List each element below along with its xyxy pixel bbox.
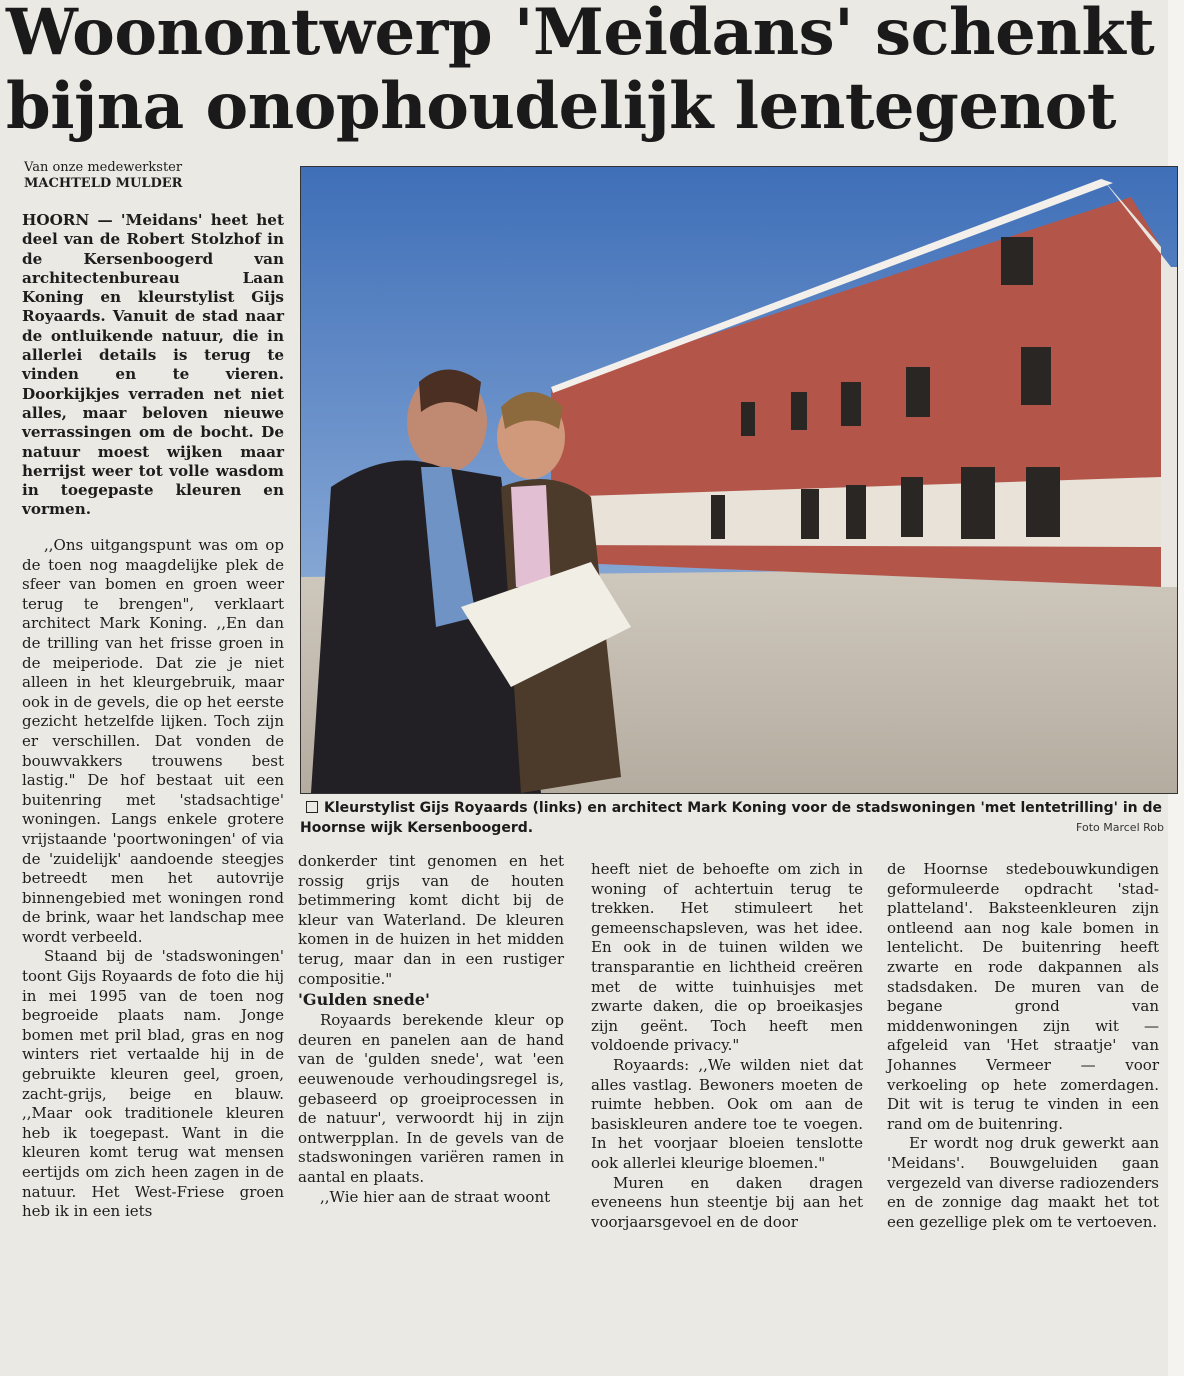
article-column-3 — [591, 860, 863, 1232]
caption-marker-icon — [306, 801, 318, 813]
headline-line-1: Woonontwerp 'Meidans' schenkt — [6, 0, 1155, 70]
article-column-4 — [887, 860, 1159, 1232]
paragraph: donkerder tint genomen en het rossig grijs van de houten betimmering komt dicht bij de kleur van Waterland. De kleuren komen in de huizen in het midden terug, maar dan in een rustiger compositie." — [298, 852, 564, 988]
photo-credit: Foto Marcel Rob — [1076, 821, 1164, 834]
paragraph: heeft niet de behoefte om zich in woning of achtertuin terug te trekken. Het stimuleert het gemeenschapsleven, was het idee. En ook in de tuinen wilden we transparantie en lichtheid creëren met de witte tuinhuisjes met zwarte daken, die op broeikasjes zijn geënt. Toch heeft men voldoende privacy." — [591, 860, 863, 1055]
subheading: 'Gulden snede' — [298, 990, 430, 1010]
article-column-2 — [298, 852, 564, 1207]
caption-text: Kleurstylist Gijs Royaards (links) en architect Mark Koning voor de stadswoningen 'met lentetrilling' in de Hoornse wijk Kersenboogerd. — [300, 800, 1162, 836]
paragraph: Royaards: ,,We wilden niet dat alles vastlag. Bewoners moeten de ruimte hebben. Ook om aan de basiskleuren andere toe te voegen. In het voorjaar bloeien tenslotte ook allerlei kleurige bloemen." — [591, 1055, 863, 1172]
lead-paragraph: HOORN — 'Meidans' heet het deel van de Robert Stolzhof in de Kersenboogerd van architectenbureau Laan Koning en kleurstylist Gijs Royaards. Vanuit de stad naar de ontluikende natuur, die in allerlei details is terug te vinden en te vieren. Doorkijkjes verraden net niet alles, maar beloven nieuwe verrassingen om de bocht. De natuur moest wijken maar herrijst weer tot volle wasdom in toegepaste kleuren en vormen. — [22, 211, 284, 519]
byline — [24, 160, 182, 192]
article-photo — [300, 166, 1178, 794]
byline-author: MACHTELD MULDER — [24, 176, 183, 191]
headline — [6, 0, 1176, 144]
article-column-1 — [22, 536, 284, 1222]
paragraph: ,,Wie hier aan de straat woont — [320, 1187, 551, 1206]
byline-prefix: Van onze medewerkster — [24, 160, 183, 175]
paragraph: Staand bij de 'stadswoningen' toont Gijs Royaards de foto die hij in mei 1995 van de toen nog begroeide plaats nam. Jonge bomen met pril blad, gras en nog winters riet vertaalde hij in de gebruikte kleuren geel, groen, zacht-grijs, beige en blauw. ,,Maar ook traditionele kleuren heb ik toegepast. Want in die kleuren komt terug wat mensen eertijds om zich heen zagen in de natuur. Het West-Friese groen heb ik in een iets — [22, 947, 284, 1221]
paragraph: Er wordt nog druk gewerkt aan 'Meidans'. Bouwgeluiden gaan vergezeld van diverse radiozenders en de zonnige dag maakt het tot een gezellige plek om te vertoeven. — [887, 1134, 1159, 1231]
paragraph: Muren en daken dragen eveneens hun steentje bij aan het voorjaarsgevoel en de door — [591, 1173, 863, 1231]
paragraph: Royaards berekende kleur op deuren en panelen aan de hand van de 'gulden snede', wat 'een eeuwenoude verhoudingsregel is, gebaseerd op groeiprocessen in de natuur', verwoordt hij in zijn ontwerpplan. In de gevels van de stadswoningen variëren ramen in aantal en plaats. — [298, 1011, 564, 1186]
photo-caption — [300, 798, 1176, 838]
paragraph: ,,Ons uitgangspunt was om op de toen nog maagdelijke plek de sfeer van bomen en groen weer terug te brengen", verklaart architect Mark Koning. ,,En dan de trilling van het frisse groen in de meiperiode. Dat zie je niet alleen in het kleurgebruik, maar ook in de gevels, die op het eerste gezicht hetzelfde lijken. Toch zijn er verschillen. Dat vonden de bouwvakkers trouwens best lastig." De hof bestaat uit een buitenring met 'stadsachtige' woningen. Langs enkele grotere vrijstaande 'poortwoningen' of via de 'zuidelijk' aandoende steegjes betreedt men het autovrije binnengebied met woningen rond de brink, waar het landschap mee wordt verbeeld. — [22, 536, 284, 946]
paragraph: de Hoornse stedebouwkundigen geformuleerde opdracht 'stad-platteland'. Baksteenkleuren zijn ontleend aan nog kale bomen in lentelicht. De buitenring heeft zwarte en rode dakpannen als stadsdaken. De muren van de begane grond van middenwoningen zijn wit — afgeleid van 'Het straatje' van Johannes Vermeer — voor verkoeling op hete zomerdagen. Dit wit is terug te vinden in een rand om de buitenring. — [887, 860, 1159, 1133]
headline-line-2: bijna onophoudelijk lentegenot — [6, 69, 1116, 144]
